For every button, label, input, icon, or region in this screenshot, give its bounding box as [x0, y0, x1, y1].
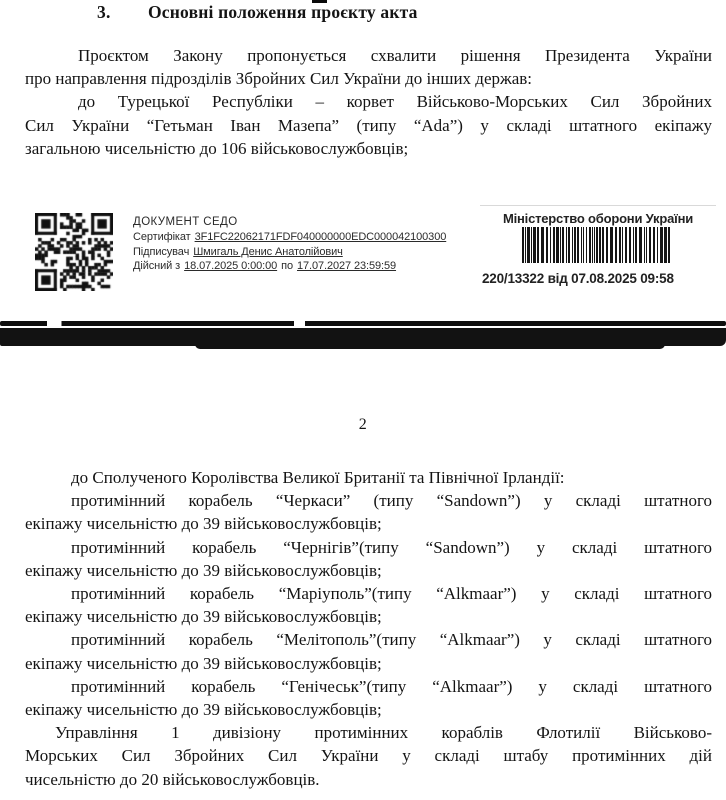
paragraph-line: протимінний корабель “Черкаси” (типу “Sandown”) у складі штатного: [71, 491, 712, 511]
signer-line: [133, 245, 483, 260]
paragraph-line: Управління 1 дивізіону протимінних кораблів Флотилії Військово-: [55, 723, 712, 743]
section-number: 3.: [97, 2, 111, 22]
paragraph-line: протимінний корабель “Мелітополь”(типу “Alkmaar”) у складі штатного: [71, 630, 712, 650]
paragraph-line: до Турецької Республіки – корвет Військово-Морських Сил Збройних: [78, 92, 712, 112]
page-number: 2: [358, 416, 368, 433]
page2-body: [25, 466, 712, 791]
paragraph-line: екіпажу чисельністю до 39 військовослужбовців;: [25, 607, 382, 627]
paragraph-line: про направлення підрозділів Збройних Сил України до інших держав:: [25, 69, 533, 89]
paragraph-line: загальною чисельністю до 106 військовослужбовців;: [25, 138, 409, 158]
mod-registration-number: 220/13322 від 07.08.2025 09:58: [482, 271, 674, 286]
paragraph-line: екіпажу чисельністю до 39 військовослужбовців;: [25, 514, 382, 534]
sedo-stamp-title: ДОКУМЕНТ СЕДО: [133, 216, 238, 228]
paragraph-line: Морських Сил Збройних Сил України у складі штабу протимінних дій: [25, 746, 712, 766]
paragraph-line: протимінний корабель “Генічеськ”(типу “Alkmaar”) у складі штатного: [71, 676, 712, 696]
validity-to: 17.07.2027 23:59:59: [297, 260, 397, 273]
page1-body: [25, 44, 712, 160]
mod-stamp-title: Міністерство оборони України: [502, 211, 694, 226]
paragraph-line: протимінний корабель “Маріуполь”(типу “Alkmaar”) у складі штатного: [71, 584, 712, 604]
certificate-line: [133, 230, 483, 245]
signer-label: Підписувач: [133, 245, 190, 258]
signer-value: Шмигаль Денис Анатолійович: [193, 245, 343, 258]
page-separator-thin-line: [0, 321, 726, 326]
paragraph-line: Сил України “Гетьман Іван Мазепа” (типу “Ada”) у складі штатного екіпажу: [25, 115, 712, 135]
mod-registration-stamp: [480, 205, 716, 286]
validity-from: 18.07.2025 0:00:00: [184, 260, 278, 273]
validity-conjunction: по: [281, 260, 293, 273]
validity-line: [133, 259, 483, 274]
paragraph-line: Проєктом Закону пропонується схвалити рішення Президента України: [78, 46, 712, 65]
section-heading: [97, 2, 418, 23]
certificate-label: Сертифікат: [133, 230, 191, 243]
paragraph-line: екіпажу чисельністю до 39 військовослужбовців;: [25, 700, 382, 720]
paragraph-line: протимінний корабель “Чернігів”(типу “Sandown”) у складі штатного: [71, 537, 712, 557]
section-title: Основні положення проєкту акта: [148, 2, 418, 22]
qr-code-icon: [35, 213, 113, 291]
certificate-value: 3F1FC22062171FDF040000000EDC000042100300: [194, 230, 447, 243]
sedo-stamp-text: [133, 215, 483, 274]
paragraph-line: чисельністю до 20 військовослужбовців.: [25, 769, 320, 789]
page-separator-bulge: [195, 344, 665, 349]
paragraph-line: екіпажу чисельністю до 39 військовослужбовців;: [25, 653, 382, 673]
paragraph-line: до Сполученого Королівства Великої Британії та Північної Ірландії:: [71, 468, 565, 487]
validity-label: Дійсний з: [133, 260, 181, 273]
barcode-icon: [518, 227, 678, 264]
paragraph-line: екіпажу чисельністю до 39 військовослужбовців;: [25, 560, 382, 580]
